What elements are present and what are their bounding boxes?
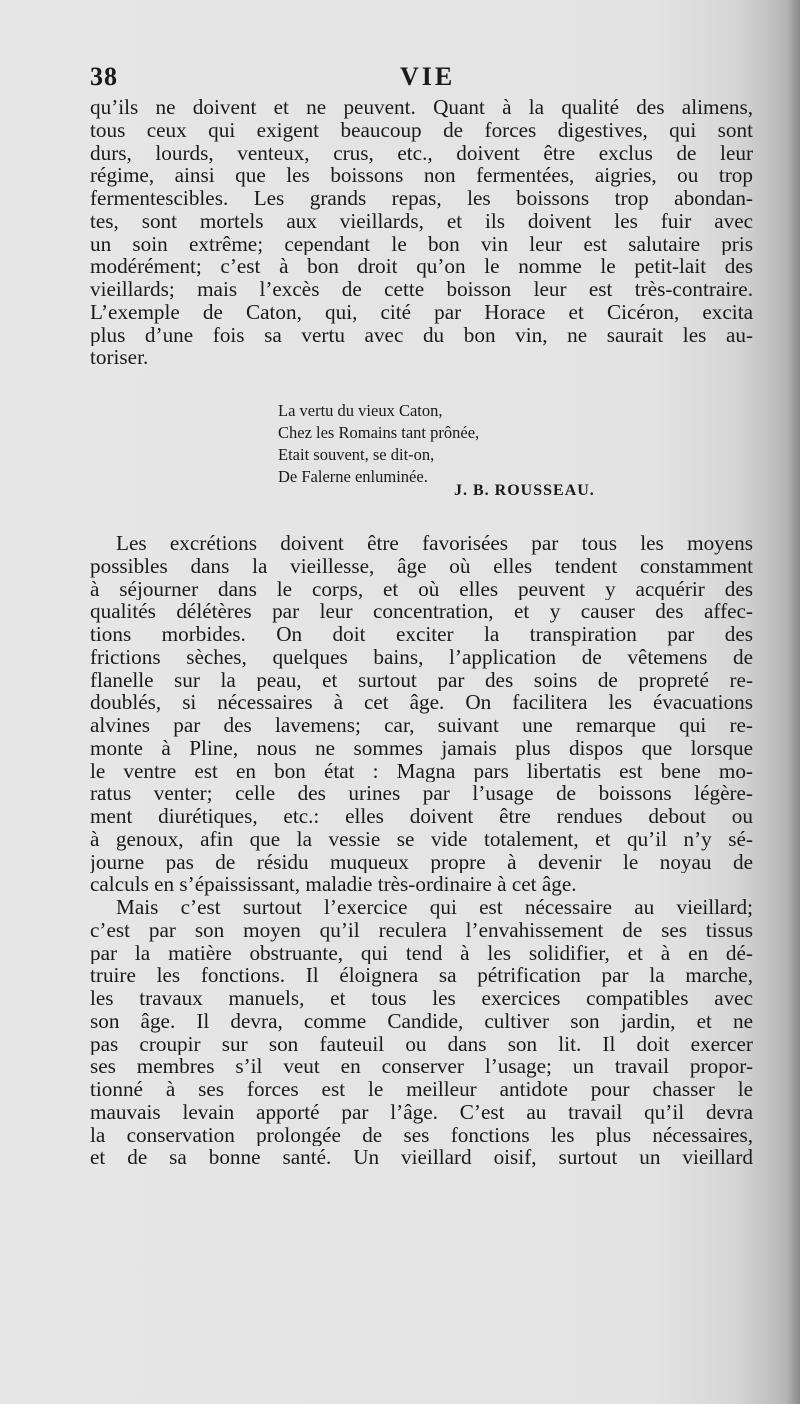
paragraph-excretions xyxy=(90,532,753,1169)
paragraph-caton xyxy=(90,96,753,369)
verse-line: Chez les Romains tant prônée, xyxy=(278,423,480,442)
verse-quotation xyxy=(278,400,598,488)
text-line: mauvais levain apporté par l’âge. C’est au travail qu’il devra xyxy=(90,1100,753,1124)
text-line: la conservation prolongée de ses fonctions les plus nécessaires, xyxy=(90,1123,753,1147)
page-number: 38 xyxy=(90,62,118,91)
text-line: tions morbides. On doit exciter la transpiration par des xyxy=(90,623,753,646)
text-line: un soin extrême; cependant le bon vin leur est salutaire pris xyxy=(90,232,753,256)
text-line: vieillards; mais l’excès de cette boisson leur est très-contraire. xyxy=(90,278,753,301)
text-line: L’exemple de Caton, qui, cité par Horace et Cicéron, excita xyxy=(90,300,753,324)
text-line: tes, sont mortels aux vieillards, et ils doivent les fuir avec xyxy=(90,209,753,233)
text-line: qualités délétères par leur concentration, et y causer des affec- xyxy=(90,600,753,623)
text-line: possibles dans la vieillesse, âge où elles tendent constamment xyxy=(90,554,753,578)
text-line: Mais c’est surtout l’exercice qui est nécessaire au vieillard; xyxy=(116,896,753,919)
text-line: doublés, si nécessaires à cet âge. On facilitera les évacuations xyxy=(90,691,753,714)
text-line: alvines par des lavemens; car, suivant une remarque qui re- xyxy=(90,714,753,737)
text-line: tous ceux qui exigent beaucoup de forces digestives, qui sont xyxy=(90,118,753,142)
running-head: VIE xyxy=(400,62,456,91)
page-header xyxy=(90,62,750,96)
text-line: Les excrétions doivent être favorisées par tous les moyens xyxy=(116,532,753,555)
text-line: régime, ainsi que les boissons non fermentées, aigries, ou trop xyxy=(90,164,753,187)
verse-line: Etait souvent, se dit-on, xyxy=(278,445,435,464)
text-line: par la matière obstruante, qui tend à les solidifier, et à en dé- xyxy=(90,941,753,965)
text-line: journe pas de résidu muqueux propre à devenir le noyau de xyxy=(90,850,753,874)
verse-line: De Falerne enluminée. xyxy=(278,467,428,486)
text-line: pas croupir sur son fauteuil ou dans son lit. Il doit exercer xyxy=(90,1032,753,1056)
text-line: calculs en s’épaississant, maladie très-ordinaire à cet âge. xyxy=(90,873,577,896)
text-line: durs, lourds, venteux, crus, etc., doivent être exclus de leur xyxy=(90,141,753,165)
text-line: frictions sèches, quelques bains, l’application de vêtemens de xyxy=(90,645,753,669)
text-line: plus d’une fois sa vertu avec du bon vin, ne saurait les au- xyxy=(90,323,753,347)
text-line: à genoux, afin que la vessie se vide totalement, et qu’il n’y sé- xyxy=(90,827,753,851)
text-line: et de sa bonne santé. Un vieillard oisif, surtout un vieillard xyxy=(90,1146,753,1169)
verse-attribution: J. B. ROUSSEAU. xyxy=(454,482,595,499)
text-line: qu’ils ne doivent et ne peuvent. Quant à la qualité des alimens, xyxy=(90,96,753,119)
text-line: modérément; c’est à bon droit qu’on le nomme le petit-lait des xyxy=(90,255,753,278)
text-line: tionné à ses forces est le meilleur antidote pour chasser le xyxy=(90,1078,753,1101)
text-line: ment diurétiques, etc.: elles doivent être rendues debout ou xyxy=(90,805,753,828)
text-line: fermentescibles. Les grands repas, les boissons trop abondan- xyxy=(90,187,753,210)
text-line: toriser. xyxy=(90,346,149,369)
text-line: le ventre est en bon état : Magna pars libertatis est bene mo- xyxy=(90,759,753,783)
text-line: ratus venter; celle des urines par l’usage de boissons légère- xyxy=(90,782,753,805)
text-line: truire les fonctions. Il éloignera sa pétrification par la marche, xyxy=(90,964,753,987)
text-line: ses membres s’il veut en conserver l’usage; un travail propor- xyxy=(90,1055,753,1078)
text-line: monte à Pline, nous ne sommes jamais plus dispos que lorsque xyxy=(90,736,753,760)
verse-line: La vertu du vieux Caton, xyxy=(278,401,443,420)
page-edge-shadow xyxy=(786,0,800,1404)
text-line: les travaux manuels, et tous les exercices compatibles avec xyxy=(90,987,753,1010)
text-line: flanelle sur la peau, et surtout par des soins de propreté re- xyxy=(90,668,753,692)
text-line: c’est par son moyen qu’il reculera l’envahissement de ses tissus xyxy=(90,918,753,942)
text-line: son âge. Il devra, comme Candide, cultiver son jardin, et ne xyxy=(90,1009,753,1033)
text-line: à séjourner dans le corps, et où elles peuvent y acquérir des xyxy=(90,577,753,601)
